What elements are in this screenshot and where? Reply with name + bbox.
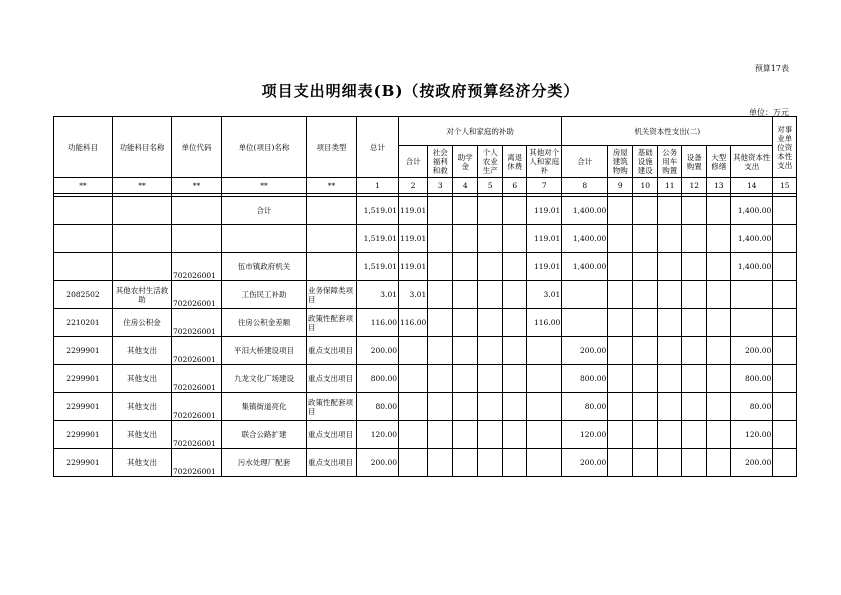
header-personal-retire: 离退休费 bbox=[503, 146, 527, 178]
index-cell: 8 bbox=[562, 178, 608, 194]
empty-cell bbox=[707, 337, 731, 365]
cell-capital-total: 1,400.00 bbox=[562, 225, 608, 253]
empty-cell bbox=[478, 253, 503, 281]
cell-personal-other: 3.01 bbox=[527, 281, 562, 309]
empty-cell bbox=[453, 197, 478, 225]
empty-cell bbox=[503, 281, 527, 309]
cell-total: 1,519.01 bbox=[357, 225, 399, 253]
empty-cell bbox=[682, 197, 707, 225]
empty-cell bbox=[773, 281, 797, 309]
table-row bbox=[54, 197, 797, 225]
cell-func-code bbox=[54, 253, 113, 281]
table-row bbox=[54, 281, 797, 309]
cell-func-code: 2299901 bbox=[54, 365, 113, 393]
header-capital-total: 合计 bbox=[562, 146, 608, 178]
cell-project-type bbox=[307, 225, 357, 253]
empty-cell bbox=[428, 337, 453, 365]
cell-capital-other: 1,400.00 bbox=[731, 225, 773, 253]
cell-func-code: 2299901 bbox=[54, 421, 113, 449]
empty-cell bbox=[608, 309, 633, 337]
empty-cell bbox=[773, 337, 797, 365]
cell-personal-other: 119.01 bbox=[527, 197, 562, 225]
table-row bbox=[54, 337, 797, 365]
header-personal-total: 合计 bbox=[399, 146, 428, 178]
cell-unit-name: 伍市镇政府机关 bbox=[222, 253, 307, 281]
index-cell: 15 bbox=[773, 178, 797, 194]
cell-unit-code: 702026001 bbox=[172, 365, 222, 393]
empty-cell bbox=[503, 421, 527, 449]
cell-unit-name: 九龙文化广场建设 bbox=[222, 365, 307, 393]
empty-cell bbox=[773, 309, 797, 337]
index-cell: 13 bbox=[707, 178, 731, 194]
cell-capital-total: 800.00 bbox=[562, 365, 608, 393]
header-func-code: 功能科目 bbox=[54, 117, 113, 178]
header-personal-other: 其他对个人和家庭补 bbox=[527, 146, 562, 178]
empty-cell bbox=[658, 421, 682, 449]
unit-label: 单位：万元 bbox=[749, 108, 789, 117]
empty-cell bbox=[428, 281, 453, 309]
index-cell: 11 bbox=[658, 178, 682, 194]
empty-cell bbox=[773, 421, 797, 449]
header-group-enterprise: 对事业单位资本性支出 bbox=[773, 117, 797, 178]
cell-func-name: 其他支出 bbox=[113, 365, 172, 393]
cell-func-name bbox=[113, 225, 172, 253]
cell-capital-other: 120.00 bbox=[731, 421, 773, 449]
cell-project-type: 重点支出项目 bbox=[307, 421, 357, 449]
empty-cell bbox=[478, 281, 503, 309]
cell-personal-total: 119.01 bbox=[399, 253, 428, 281]
cell-unit-code: 702026001 bbox=[172, 309, 222, 337]
cell-total: 3.01 bbox=[357, 281, 399, 309]
empty-cell bbox=[608, 197, 633, 225]
empty-cell bbox=[478, 197, 503, 225]
index-cell: 6 bbox=[503, 178, 527, 194]
empty-cell bbox=[453, 421, 478, 449]
cell-project-type: 政策性配套项目 bbox=[307, 393, 357, 421]
cell-personal-other: 119.01 bbox=[527, 225, 562, 253]
cell-capital-other: 80.00 bbox=[731, 393, 773, 421]
empty-cell bbox=[453, 449, 478, 477]
cell-total: 116.00 bbox=[357, 309, 399, 337]
cell-func-name bbox=[113, 253, 172, 281]
cell-capital-total bbox=[562, 281, 608, 309]
empty-cell bbox=[682, 393, 707, 421]
index-cell: 7 bbox=[527, 178, 562, 194]
table-row bbox=[54, 449, 797, 477]
empty-cell bbox=[682, 281, 707, 309]
header-capital-infra: 基础设施建设 bbox=[633, 146, 658, 178]
cell-unit-code: 702026001 bbox=[172, 393, 222, 421]
index-cell: 9 bbox=[608, 178, 633, 194]
empty-cell bbox=[503, 393, 527, 421]
empty-cell bbox=[428, 421, 453, 449]
header-func-name: 功能科目名称 bbox=[113, 117, 172, 178]
empty-cell bbox=[503, 253, 527, 281]
cell-capital-other: 200.00 bbox=[731, 449, 773, 477]
empty-cell bbox=[478, 421, 503, 449]
empty-cell bbox=[682, 421, 707, 449]
cell-capital-other bbox=[731, 309, 773, 337]
empty-cell bbox=[633, 253, 658, 281]
header-capital-vehicle: 公务用车购置 bbox=[658, 146, 682, 178]
table-row bbox=[54, 309, 797, 337]
empty-cell bbox=[658, 365, 682, 393]
cell-personal-total: 119.01 bbox=[399, 197, 428, 225]
header-personal-agri: 个人农业生产 bbox=[478, 146, 503, 178]
cell-func-name: 其他支出 bbox=[113, 421, 172, 449]
cell-unit-code: 702026001 bbox=[172, 253, 222, 281]
cell-project-type bbox=[307, 253, 357, 281]
empty-cell bbox=[633, 365, 658, 393]
empty-cell bbox=[707, 197, 731, 225]
cell-total: 1,519.01 bbox=[357, 253, 399, 281]
cell-project-type bbox=[307, 197, 357, 225]
empty-cell bbox=[503, 449, 527, 477]
index-cell: 3 bbox=[428, 178, 453, 194]
empty-cell bbox=[682, 309, 707, 337]
empty-cell bbox=[682, 225, 707, 253]
empty-cell bbox=[707, 281, 731, 309]
header-unit-name: 单位(项目)名称 bbox=[222, 117, 307, 178]
empty-cell bbox=[453, 337, 478, 365]
cell-unit-code: 702026001 bbox=[172, 421, 222, 449]
cell-project-type: 政策性配套项目 bbox=[307, 309, 357, 337]
cell-func-code: 2210201 bbox=[54, 309, 113, 337]
cell-func-code: 2299901 bbox=[54, 337, 113, 365]
empty-cell bbox=[658, 449, 682, 477]
empty-cell bbox=[478, 393, 503, 421]
empty-cell bbox=[633, 281, 658, 309]
empty-cell bbox=[478, 309, 503, 337]
empty-cell bbox=[773, 365, 797, 393]
cell-personal-total: 119.01 bbox=[399, 225, 428, 253]
header-capital-other: 其他资本性支出 bbox=[731, 146, 773, 178]
empty-cell bbox=[428, 197, 453, 225]
header-total: 总计 bbox=[357, 117, 399, 178]
cell-total: 200.00 bbox=[357, 337, 399, 365]
empty-cell bbox=[658, 253, 682, 281]
empty-cell bbox=[453, 281, 478, 309]
empty-cell bbox=[633, 197, 658, 225]
cell-unit-code bbox=[172, 197, 222, 225]
cell-unit-code: 702026001 bbox=[172, 281, 222, 309]
table-row bbox=[54, 393, 797, 421]
index-cell: 10 bbox=[633, 178, 658, 194]
empty-cell bbox=[503, 225, 527, 253]
empty-cell bbox=[633, 421, 658, 449]
cell-personal-other bbox=[527, 365, 562, 393]
index-cell: 1 bbox=[357, 178, 399, 194]
cell-project-type: 业务保障类项目 bbox=[307, 281, 357, 309]
empty-cell bbox=[707, 309, 731, 337]
empty-cell bbox=[682, 253, 707, 281]
empty-cell bbox=[658, 393, 682, 421]
cell-personal-total bbox=[399, 421, 428, 449]
cell-total: 200.00 bbox=[357, 449, 399, 477]
cell-capital-other bbox=[731, 281, 773, 309]
header-unit-code: 单位代码 bbox=[172, 117, 222, 178]
cell-unit-code: 702026001 bbox=[172, 449, 222, 477]
empty-cell bbox=[608, 225, 633, 253]
cell-unit-name: 工伤民工补助 bbox=[222, 281, 307, 309]
cell-capital-total: 120.00 bbox=[562, 421, 608, 449]
header-personal-welfare: 社会福利和救 bbox=[428, 146, 453, 178]
cell-unit-name: 平汨大桥建设项目 bbox=[222, 337, 307, 365]
cell-project-type: 重点支出项目 bbox=[307, 337, 357, 365]
empty-cell bbox=[682, 365, 707, 393]
empty-cell bbox=[608, 449, 633, 477]
cell-project-type: 重点支出项目 bbox=[307, 449, 357, 477]
cell-capital-other: 1,400.00 bbox=[731, 253, 773, 281]
cell-func-name: 住房公积金 bbox=[113, 309, 172, 337]
empty-cell bbox=[633, 393, 658, 421]
cell-func-name: 其他支出 bbox=[113, 393, 172, 421]
index-cell: ** bbox=[222, 178, 307, 194]
cell-func-code: 2299901 bbox=[54, 449, 113, 477]
empty-cell bbox=[453, 365, 478, 393]
empty-cell bbox=[478, 225, 503, 253]
table-row bbox=[54, 365, 797, 393]
form-number: 预算17表 bbox=[754, 64, 789, 73]
cell-personal-other bbox=[527, 393, 562, 421]
empty-cell bbox=[453, 393, 478, 421]
cell-capital-total: 200.00 bbox=[562, 449, 608, 477]
cell-func-code bbox=[54, 225, 113, 253]
empty-cell bbox=[658, 309, 682, 337]
empty-cell bbox=[428, 393, 453, 421]
empty-cell bbox=[658, 225, 682, 253]
cell-personal-total bbox=[399, 337, 428, 365]
empty-cell bbox=[633, 309, 658, 337]
cell-total: 800.00 bbox=[357, 365, 399, 393]
empty-cell bbox=[773, 449, 797, 477]
cell-personal-total bbox=[399, 365, 428, 393]
header-capital-repair: 大型修缮 bbox=[707, 146, 731, 178]
empty-cell bbox=[453, 225, 478, 253]
header-capital-building: 房屋建筑物购 bbox=[608, 146, 633, 178]
cell-personal-other bbox=[527, 449, 562, 477]
cell-unit-name: 联合公路扩建 bbox=[222, 421, 307, 449]
empty-cell bbox=[682, 449, 707, 477]
header-group-personal: 对个人和家庭的补助 bbox=[399, 117, 562, 146]
empty-cell bbox=[428, 449, 453, 477]
page-title: 项目支出明细表(B)（按政府预算经济分类） bbox=[261, 82, 580, 100]
cell-personal-total: 3.01 bbox=[399, 281, 428, 309]
table-row bbox=[54, 421, 797, 449]
index-cell: 12 bbox=[682, 178, 707, 194]
cell-project-type: 重点支出项目 bbox=[307, 365, 357, 393]
index-cell: ** bbox=[113, 178, 172, 194]
cell-unit-name bbox=[222, 225, 307, 253]
empty-cell bbox=[608, 365, 633, 393]
empty-cell bbox=[428, 253, 453, 281]
empty-cell bbox=[608, 281, 633, 309]
empty-cell bbox=[633, 225, 658, 253]
empty-cell bbox=[633, 449, 658, 477]
cell-unit-code bbox=[172, 225, 222, 253]
cell-unit-code: 702026001 bbox=[172, 337, 222, 365]
header-project-type: 项目类型 bbox=[307, 117, 357, 178]
empty-cell bbox=[707, 421, 731, 449]
empty-cell bbox=[608, 253, 633, 281]
header-personal-scholarship: 助学金 bbox=[453, 146, 478, 178]
cell-capital-other: 1,400.00 bbox=[731, 197, 773, 225]
cell-capital-total: 1,400.00 bbox=[562, 197, 608, 225]
table-row bbox=[54, 253, 797, 281]
empty-cell bbox=[773, 393, 797, 421]
cell-capital-total: 80.00 bbox=[562, 393, 608, 421]
cell-unit-name: 集镇街道亮化 bbox=[222, 393, 307, 421]
cell-capital-other: 200.00 bbox=[731, 337, 773, 365]
cell-func-name: 其他支出 bbox=[113, 337, 172, 365]
cell-func-code: 2082502 bbox=[54, 281, 113, 309]
empty-cell bbox=[453, 309, 478, 337]
cell-capital-other: 800.00 bbox=[731, 365, 773, 393]
cell-func-name: 其他支出 bbox=[113, 449, 172, 477]
index-cell: 2 bbox=[399, 178, 428, 194]
empty-cell bbox=[503, 365, 527, 393]
cell-func-code bbox=[54, 197, 113, 225]
empty-cell bbox=[503, 197, 527, 225]
cell-func-name: 其他农村生活救助 bbox=[113, 281, 172, 309]
cell-personal-total: 116.00 bbox=[399, 309, 428, 337]
empty-cell bbox=[707, 253, 731, 281]
empty-cell bbox=[428, 225, 453, 253]
expenditure-table bbox=[53, 116, 797, 477]
empty-cell bbox=[633, 337, 658, 365]
index-cell: ** bbox=[307, 178, 357, 194]
cell-total: 120.00 bbox=[357, 421, 399, 449]
cell-func-name bbox=[113, 197, 172, 225]
cell-capital-total bbox=[562, 309, 608, 337]
index-cell: ** bbox=[172, 178, 222, 194]
empty-cell bbox=[707, 393, 731, 421]
cell-personal-total bbox=[399, 449, 428, 477]
empty-cell bbox=[773, 253, 797, 281]
empty-cell bbox=[658, 337, 682, 365]
cell-personal-other: 119.01 bbox=[527, 253, 562, 281]
empty-cell bbox=[478, 449, 503, 477]
empty-cell bbox=[682, 337, 707, 365]
empty-cell bbox=[707, 365, 731, 393]
cell-unit-name: 污水处理厂配套 bbox=[222, 449, 307, 477]
index-cell: 4 bbox=[453, 178, 478, 194]
empty-cell bbox=[707, 449, 731, 477]
cell-personal-other: 116.00 bbox=[527, 309, 562, 337]
cell-personal-other bbox=[527, 421, 562, 449]
empty-cell bbox=[608, 337, 633, 365]
cell-func-code: 2299901 bbox=[54, 393, 113, 421]
cell-total: 80.00 bbox=[357, 393, 399, 421]
empty-cell bbox=[608, 421, 633, 449]
cell-capital-total: 200.00 bbox=[562, 337, 608, 365]
index-cell: 14 bbox=[731, 178, 773, 194]
empty-cell bbox=[478, 337, 503, 365]
cell-capital-total: 1,400.00 bbox=[562, 253, 608, 281]
index-row bbox=[54, 178, 797, 194]
empty-cell bbox=[658, 281, 682, 309]
empty-cell bbox=[707, 225, 731, 253]
cell-personal-total bbox=[399, 393, 428, 421]
cell-unit-name: 合计 bbox=[222, 197, 307, 225]
empty-cell bbox=[773, 225, 797, 253]
cell-unit-name: 住房公积金差额 bbox=[222, 309, 307, 337]
empty-cell bbox=[478, 365, 503, 393]
header-capital-equipment: 设备购置 bbox=[682, 146, 707, 178]
cell-total: 1,519.01 bbox=[357, 197, 399, 225]
header-group-capital: 机关资本性支出(二) bbox=[562, 117, 773, 146]
empty-cell bbox=[503, 337, 527, 365]
empty-cell bbox=[773, 197, 797, 225]
index-cell: ** bbox=[54, 178, 113, 194]
empty-cell bbox=[608, 393, 633, 421]
index-cell: 5 bbox=[478, 178, 503, 194]
table-row bbox=[54, 225, 797, 253]
empty-cell bbox=[658, 197, 682, 225]
empty-cell bbox=[503, 309, 527, 337]
cell-personal-other bbox=[527, 337, 562, 365]
empty-cell bbox=[428, 365, 453, 393]
empty-cell bbox=[428, 309, 453, 337]
empty-cell bbox=[453, 253, 478, 281]
